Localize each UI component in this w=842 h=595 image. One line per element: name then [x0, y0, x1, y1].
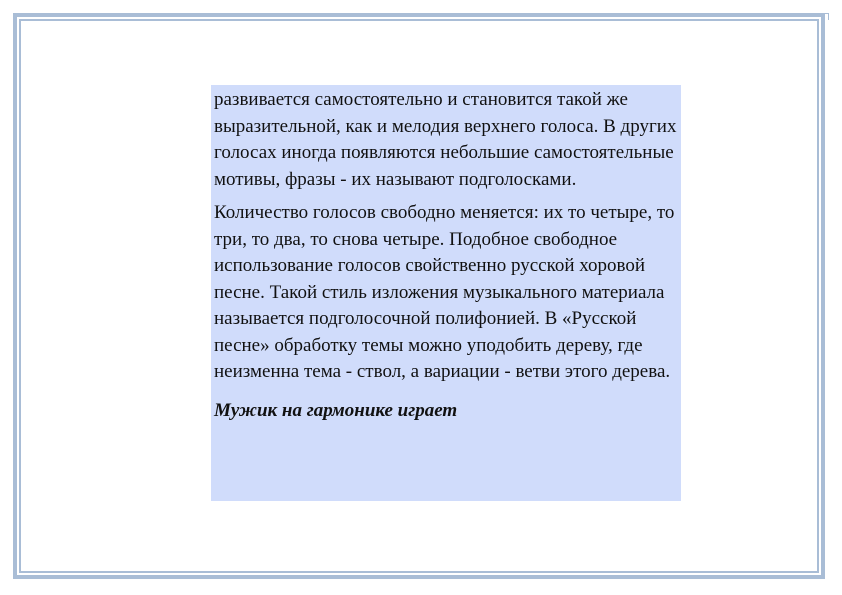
paragraph-2: Количество голосов свободно меняется: их то четыре, то три, то два, то снова четыре. Подобное свободное использование голосов свойственно русской хоровой песне. Такой стиль изложения музыкального материала называется подголосочной полифонией. В «Русской песне» обработку темы можно уподобить дереву, где неизменна тема - ствол, а вариации - ветви этого дерева. — [214, 202, 675, 382]
piece-title: Мужик на гармонике играет — [214, 399, 458, 421]
text-box — [211, 85, 681, 501]
paragraph-1: развивается самостоятельно и становится такой же выразительной, как и мелодия верхнего голоса. В других голосах иногда появляются небольшие самостоятельные мотивы, фразы - их называют подголосками. — [214, 89, 677, 190]
frame-corner-decoration — [822, 13, 829, 20]
